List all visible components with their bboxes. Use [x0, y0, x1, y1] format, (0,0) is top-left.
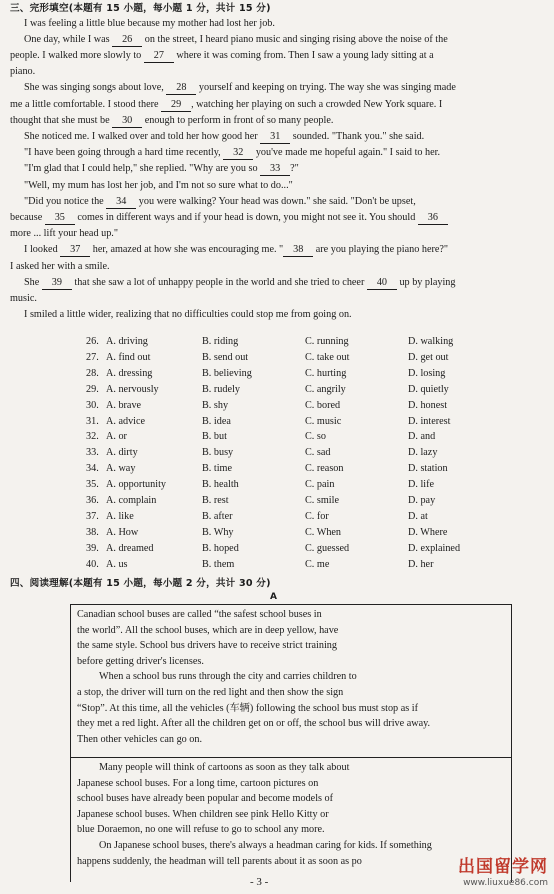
- question-number: 35.: [86, 479, 99, 491]
- option-c: C. smile: [305, 495, 339, 506]
- option-row: [0, 366, 554, 382]
- passage-line: [24, 129, 550, 145]
- blank-37: 37: [60, 244, 90, 257]
- passage-line: Then other vehicles can go on.: [77, 733, 203, 745]
- passage-line: [24, 242, 550, 258]
- option-row: [0, 382, 554, 398]
- option-a: A. dreamed: [106, 542, 154, 554]
- option-a: A. dirty: [106, 447, 138, 459]
- question-number: 26.: [86, 336, 99, 347]
- option-c: C. take out: [305, 351, 350, 363]
- passage-text: One day, while I was: [24, 33, 113, 45]
- passage-text: , watching her playing on such a crowded New York square. I: [191, 98, 443, 110]
- passage-text: me a little comfortable. I stood there: [10, 98, 162, 110]
- option-d: D. her: [408, 558, 434, 570]
- passage-line: [24, 275, 550, 291]
- passage-line: [10, 113, 550, 129]
- question-number: 37.: [86, 510, 99, 522]
- passage-line: [24, 145, 550, 161]
- passage-text: ?": [290, 163, 299, 175]
- question-number: 30.: [86, 399, 99, 411]
- option-a: A. driving: [106, 336, 148, 347]
- passage-line: Canadian school buses are called “the safest school buses in: [77, 609, 322, 620]
- option-c: C. angrily: [305, 383, 346, 395]
- section4-heading: 四、阅读理解(本题有 15 小题，每小题 2 分，共计 30 分): [10, 578, 271, 589]
- option-c: C. hurting: [305, 367, 347, 379]
- option-row: [0, 541, 554, 557]
- question-number: 36.: [86, 495, 99, 506]
- passage-line: [10, 210, 550, 226]
- passage-box-japan: [70, 757, 512, 882]
- option-row: [0, 525, 554, 541]
- option-b: B. idea: [202, 415, 231, 427]
- passage-line: [24, 16, 550, 32]
- option-c: C. music: [305, 415, 342, 427]
- option-c: C. sad: [305, 447, 331, 459]
- passage-line: On Japanese school buses, there's always a headman caring for kids. If something: [99, 839, 432, 851]
- option-d: D. interest: [408, 415, 451, 427]
- option-b: B. Why: [202, 526, 234, 538]
- question-number: 29.: [86, 383, 99, 395]
- passage-line: the same style. School bus drivers have to receive strict training: [77, 640, 337, 652]
- passage-line: they met a red light. After all the children get on or off, the school bus will drive away.: [77, 718, 431, 730]
- option-c: C. for: [305, 510, 329, 522]
- passage-line: [24, 178, 550, 194]
- blank-26: 26: [112, 34, 142, 47]
- passage-text: "Did you notice the: [24, 195, 107, 207]
- option-b: B. riding: [202, 336, 239, 347]
- blank-28: 28: [166, 82, 196, 95]
- option-d: D. walking: [408, 336, 454, 347]
- option-b: B. after: [202, 510, 233, 522]
- passage-text: She was singing songs about love,: [24, 82, 167, 94]
- option-b: B. them: [202, 558, 235, 570]
- passage-text: music.: [10, 292, 37, 304]
- passage-line: [24, 161, 550, 177]
- option-c: C. guessed: [305, 542, 350, 554]
- passage-text: enough to perform in front of so many people.: [142, 114, 334, 126]
- passage-text: comes in different ways and if your head is down, you might not see it. You should: [74, 211, 418, 223]
- passage-text: piano.: [10, 66, 36, 78]
- passage-text: you were walking? Your head was down." she said. "Don't be upset,: [136, 195, 416, 207]
- option-d: D. pay: [408, 495, 436, 506]
- option-row: [0, 398, 554, 414]
- blank-36: 36: [418, 212, 448, 225]
- passage-line: [10, 64, 550, 80]
- blank-27: 27: [144, 50, 174, 63]
- passage-text: on the street, I heard piano music and singing rising above the noise of the: [142, 33, 448, 45]
- option-c: C. running: [305, 336, 349, 347]
- option-a: A. way: [106, 463, 136, 475]
- question-number: 38.: [86, 526, 99, 538]
- option-c: C. so: [305, 431, 326, 443]
- passage-line: Japanese school buses. For a long time, cartoon pictures on: [77, 777, 319, 789]
- option-row: [0, 477, 554, 493]
- option-d: D. Where: [408, 526, 448, 538]
- option-a: A. nervously: [106, 383, 159, 395]
- question-number: 32.: [86, 431, 99, 443]
- option-a: A. like: [106, 510, 134, 522]
- passage-text: her, amazed at how she was encouraging me. ": [90, 244, 284, 256]
- passage-text: "I'm glad that I could help," she replied. "Why are you so: [24, 163, 261, 175]
- passage-text: sounded. "Thank you." she said.: [290, 130, 425, 142]
- option-a: A. dressing: [106, 367, 153, 379]
- blank-40: 40: [367, 277, 397, 290]
- option-c: C. reason: [305, 463, 344, 475]
- passage-text: "Well, my mum has lost her job, and I'm not so sure what to do...": [24, 179, 293, 191]
- blank-35: 35: [45, 212, 75, 225]
- option-row: [0, 414, 554, 430]
- passage-line: happens suddenly, the headman will tell parents about it as soon as po: [77, 855, 362, 867]
- passage-text: you've made me hopeful again." I said to her.: [253, 147, 441, 159]
- watermark-logo: [458, 857, 548, 891]
- question-number: 34.: [86, 463, 99, 475]
- passage-line: blue Doraemon, no one will refuse to go to school any more.: [77, 824, 325, 836]
- blank-38: 38: [283, 244, 313, 257]
- passage-text: I was feeling a little blue because my mother had lost her job.: [24, 17, 275, 29]
- passage-line: [10, 259, 550, 275]
- option-row: [0, 557, 554, 573]
- passage-text: yourself and keeping on trying. The way she was singing made: [196, 82, 456, 94]
- option-b: B. send out: [202, 351, 249, 363]
- passage-line: a stop, the driver will turn on the red light and then show the sign: [77, 686, 344, 698]
- passage-line: [24, 32, 550, 48]
- question-number: 39.: [86, 542, 99, 554]
- option-d: D. station: [408, 463, 448, 475]
- passage-text: "I have been going through a hard time recently,: [24, 147, 224, 159]
- option-row: [0, 445, 554, 461]
- option-a: A. find out: [106, 351, 151, 363]
- blank-39: 39: [42, 277, 72, 290]
- option-row: [0, 509, 554, 525]
- passage-line: the world”. All the school buses, which are in deep yellow, have: [77, 624, 339, 636]
- option-d: D. honest: [408, 399, 448, 411]
- passage-line: Japanese school buses. When children see pink Hello Kitty or: [77, 808, 329, 820]
- option-a: A. How: [106, 526, 139, 538]
- passage-line: [10, 97, 550, 113]
- option-b: B. hoped: [202, 542, 239, 554]
- option-d: D. life: [408, 479, 435, 491]
- passage-label: A: [270, 592, 277, 602]
- option-d: D. losing: [408, 367, 446, 379]
- option-d: D. get out: [408, 351, 449, 363]
- option-row: [0, 334, 554, 350]
- passage-line: “Stop”. At this time, all the vehicles (车辆) following the school bus must stop as if: [77, 702, 418, 714]
- passage-line: before getting driver's licenses.: [77, 655, 204, 667]
- watermark-url: www.liuxue86.com: [463, 877, 548, 888]
- blank-32: 32: [223, 147, 253, 160]
- question-number: 31.: [86, 415, 99, 427]
- passage-text: I smiled a little wider, realizing that no difficulties could stop me from going on.: [24, 309, 352, 321]
- option-c: C. me: [305, 558, 330, 570]
- option-b: B. shy: [202, 399, 229, 411]
- option-row: [0, 350, 554, 366]
- passage-line: [10, 291, 550, 307]
- passage-line: When a school bus runs through the city and carries children to: [99, 671, 357, 683]
- option-a: A. brave: [106, 399, 142, 411]
- option-c: C. bored: [305, 399, 341, 411]
- blank-30: 30: [112, 115, 142, 128]
- page-number: - 3 -: [250, 876, 269, 888]
- option-b: B. rest: [202, 495, 229, 506]
- passage-box-canada: [70, 604, 512, 758]
- passage-text: I looked: [24, 244, 61, 256]
- passage-line: [10, 226, 550, 242]
- option-row: [0, 429, 554, 445]
- option-a: A. opportunity: [106, 479, 166, 491]
- passage-text: She: [24, 276, 42, 288]
- option-d: D. and: [408, 431, 436, 443]
- option-d: D. explained: [408, 542, 461, 554]
- passage-text: because: [10, 211, 45, 223]
- passage-text: are you playing the piano here?": [313, 244, 449, 256]
- blank-33: 33: [260, 163, 290, 176]
- passage-text: thought that she must be: [10, 114, 113, 126]
- question-number: 27.: [86, 351, 99, 363]
- passage-text: that she saw a lot of unhappy people in the world and she tried to cheer: [71, 276, 367, 288]
- passage-line: [10, 48, 550, 64]
- blank-34: 34: [106, 196, 136, 209]
- option-b: B. rudely: [202, 383, 240, 395]
- option-b: B. busy: [202, 447, 234, 459]
- option-b: B. time: [202, 463, 232, 475]
- option-b: B. health: [202, 479, 239, 491]
- option-d: D. quietly: [408, 383, 449, 395]
- passage-text: where it was coming from. Then I saw a young lady sitting at a: [173, 49, 434, 61]
- blank-31: 31: [260, 131, 290, 144]
- option-d: D. lazy: [408, 447, 438, 459]
- passage-line: [24, 307, 550, 323]
- question-number: 28.: [86, 367, 99, 379]
- passage-line: Many people will think of cartoons as soon as they talk about: [99, 762, 350, 773]
- option-c: C. When: [305, 526, 342, 538]
- option-b: B. but: [202, 431, 227, 443]
- option-a: A. complain: [106, 495, 157, 506]
- passage-line: school buses have already been popular and become models of: [77, 793, 334, 805]
- passage-text: up by playing: [396, 276, 456, 288]
- passage-text: people. I walked more slowly to: [10, 49, 144, 61]
- option-c: C. pain: [305, 479, 335, 491]
- option-row: [0, 461, 554, 477]
- option-row: [0, 493, 554, 509]
- option-b: B. believing: [202, 367, 252, 379]
- passage-text: She noticed me. I walked over and told her how good her: [24, 130, 261, 142]
- option-a: A. or: [106, 431, 127, 443]
- passage-line: [24, 80, 550, 96]
- option-a: A. us: [106, 558, 128, 570]
- option-d: D. at: [408, 510, 428, 522]
- passage-text: I asked her with a smile.: [10, 260, 110, 272]
- passage-text: more ... lift your head up.": [10, 228, 118, 240]
- section3-heading: 三、完形填空(本题有 15 小题，每小题 1 分，共计 15 分): [10, 3, 271, 14]
- question-number: 33.: [86, 447, 99, 459]
- watermark-text: 出国留学网: [458, 857, 548, 877]
- blank-29: 29: [161, 99, 191, 112]
- passage-line: [24, 194, 550, 210]
- option-a: A. advice: [106, 415, 146, 427]
- question-number: 40.: [86, 558, 99, 570]
